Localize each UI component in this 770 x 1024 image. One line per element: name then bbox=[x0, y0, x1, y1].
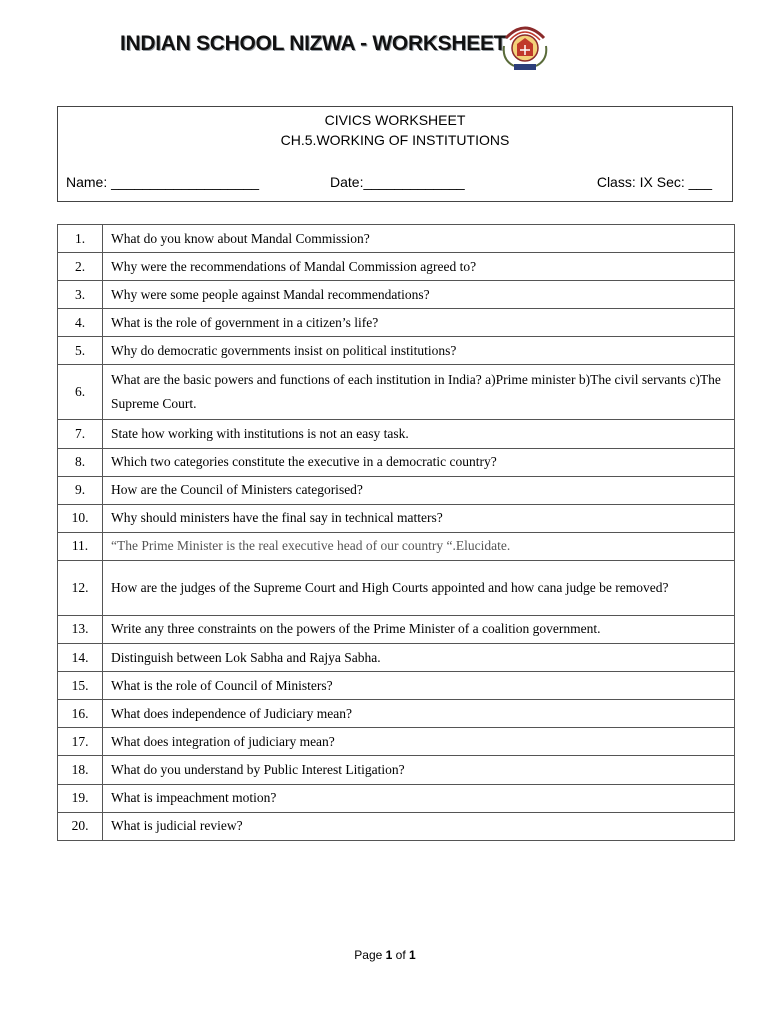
question-number: 11. bbox=[58, 532, 103, 560]
question-text: Which two categories constitute the executive in a democratic country? bbox=[103, 448, 735, 476]
table-row bbox=[58, 281, 735, 309]
table-row bbox=[58, 532, 735, 560]
page-total: 1 bbox=[409, 948, 416, 962]
question-text: Why were some people against Mandal recommendations? bbox=[103, 281, 735, 309]
question-text: Distinguish between Lok Sabha and Rajya Sabha. bbox=[103, 644, 735, 672]
question-text: Write any three constraints on the powers of the Prime Minister of a coalition government. bbox=[103, 615, 735, 643]
question-text: Why should ministers have the final say in technical matters? bbox=[103, 504, 735, 532]
question-text: What is the role of government in a citizen’s life? bbox=[103, 309, 735, 337]
school-crest-icon bbox=[500, 16, 550, 76]
class-field-label: Class: IX Sec: ___ bbox=[596, 174, 712, 190]
question-number: 9. bbox=[58, 476, 103, 504]
question-number: 3. bbox=[58, 281, 103, 309]
question-text: What are the basic powers and functions of each institution in India? a)Prime minister b)The civil servants c)The Supreme Court. bbox=[103, 365, 735, 420]
question-number: 12. bbox=[58, 560, 103, 615]
question-number: 7. bbox=[58, 420, 103, 448]
question-text: What is impeachment motion? bbox=[103, 784, 735, 812]
page-number bbox=[0, 948, 770, 962]
question-number: 1. bbox=[58, 225, 103, 253]
table-row bbox=[58, 756, 735, 784]
worksheet-subject: CIVICS WORKSHEET bbox=[324, 112, 466, 128]
table-row bbox=[58, 309, 735, 337]
question-number: 17. bbox=[58, 728, 103, 756]
table-row bbox=[58, 225, 735, 253]
question-number: 14. bbox=[58, 644, 103, 672]
table-row bbox=[58, 365, 735, 420]
question-number: 4. bbox=[58, 309, 103, 337]
question-text: How are the Council of Ministers categorised? bbox=[103, 476, 735, 504]
question-text: Why were the recommendations of Mandal Commission agreed to? bbox=[103, 253, 735, 281]
question-text: “The Prime Minister is the real executive head of our country “.Elucidate. bbox=[103, 532, 735, 560]
page-current: 1 bbox=[385, 948, 393, 962]
question-number: 2. bbox=[58, 253, 103, 281]
question-text: What does integration of judiciary mean? bbox=[103, 728, 735, 756]
questions-table bbox=[57, 224, 735, 841]
table-row bbox=[58, 700, 735, 728]
question-number: 15. bbox=[58, 672, 103, 700]
page-word: Page bbox=[354, 948, 383, 962]
question-text: State how working with institutions is not an easy task. bbox=[103, 420, 735, 448]
table-row bbox=[58, 448, 735, 476]
question-number: 19. bbox=[58, 784, 103, 812]
question-text: How are the judges of the Supreme Court and High Courts appointed and how cana judge be removed? bbox=[103, 560, 735, 615]
table-row bbox=[58, 504, 735, 532]
table-row bbox=[58, 476, 735, 504]
question-text: Why do democratic governments insist on political institutions? bbox=[103, 337, 735, 365]
question-text: What do you know about Mandal Commission? bbox=[103, 225, 735, 253]
question-number: 8. bbox=[58, 448, 103, 476]
question-text: What do you understand by Public Interest Litigation? bbox=[103, 756, 735, 784]
question-number: 5. bbox=[58, 337, 103, 365]
table-row bbox=[58, 253, 735, 281]
table-row bbox=[58, 672, 735, 700]
table-row bbox=[58, 420, 735, 448]
school-title: INDIAN SCHOOL NIZWA - WORKSHEET bbox=[120, 32, 507, 55]
question-text: What is judicial review? bbox=[103, 812, 735, 840]
question-number: 6. bbox=[58, 365, 103, 420]
question-text: What is the role of Council of Ministers? bbox=[103, 672, 735, 700]
question-number: 10. bbox=[58, 504, 103, 532]
table-row bbox=[58, 812, 735, 840]
page-of: of bbox=[395, 948, 406, 962]
question-number: 18. bbox=[58, 756, 103, 784]
table-row bbox=[58, 560, 735, 615]
table-row bbox=[58, 728, 735, 756]
table-row bbox=[58, 644, 735, 672]
worksheet-header-box bbox=[57, 106, 733, 202]
table-row bbox=[58, 615, 735, 643]
table-row bbox=[58, 337, 735, 365]
worksheet-chapter: CH.5.WORKING OF INSTITUTIONS bbox=[280, 132, 510, 148]
question-text: What does independence of Judiciary mean? bbox=[103, 700, 735, 728]
date-field-label: Date:_____________ bbox=[330, 174, 465, 190]
table-row bbox=[58, 784, 735, 812]
question-number: 16. bbox=[58, 700, 103, 728]
name-field-label: Name: ___________________ bbox=[66, 174, 260, 190]
question-number: 20. bbox=[58, 812, 103, 840]
question-number: 13. bbox=[58, 615, 103, 643]
